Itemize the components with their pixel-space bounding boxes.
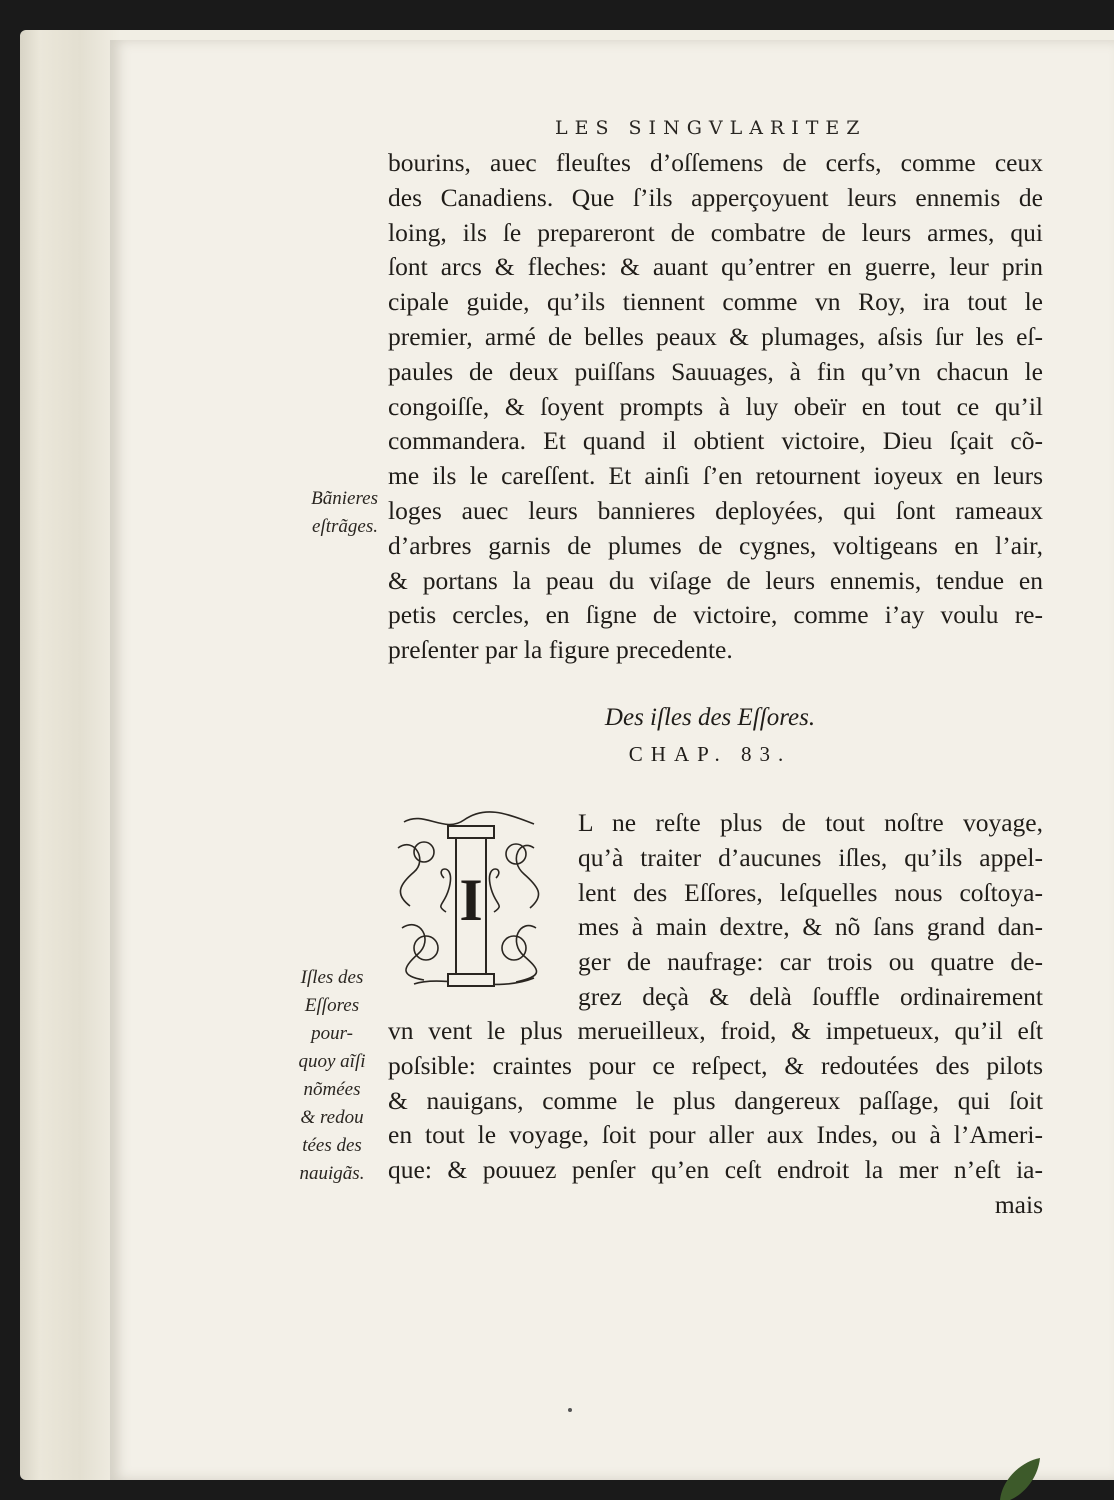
margin-note-line: nõmées (303, 1079, 361, 1100)
text-line: loges auec leurs bannieres deployées, qui ſont rameaux (388, 495, 1043, 525)
text-line: vn vent le plus merueilleux, froid, & impetueux, qu’il eſt (388, 1016, 1043, 1045)
text-line: & nauigans, comme le plus dangereux paſſage, qui ſoit (388, 1085, 1043, 1115)
margin-note-line: & redou (300, 1107, 364, 1128)
text-line: poſsible: craintes pour ce reſpect, & redoutées des pilots (388, 1050, 1043, 1080)
paragraph-2-full (388, 1014, 1043, 1223)
text-line: paules de deux puiſſans Sauuages, à fin qu’vn chacun le (388, 356, 1043, 386)
margin-note-line: Eſſores (304, 995, 360, 1016)
text-line: bourins, auec fleuſtes d’oſſemens de cerfs, comme ceux (388, 148, 1043, 177)
text-line: preſenter par la figure precedente. (388, 635, 733, 665)
text-line: L ne reſte plus de tout noſtre voyage, (578, 808, 1043, 837)
decorated-initial (384, 808, 556, 992)
running-head: LES SINGVLARITEZ (555, 117, 867, 139)
text-line: petis cercles, en ſigne de victoire, comme i’ay voulu re- (388, 600, 1043, 630)
text-line: loing, ils ſe prepareront de combatre de leurs armes, qui (388, 217, 1043, 247)
text-line: lent des Eſſores, leſquelles nous coſtoya- (578, 877, 1043, 907)
text-line: mes à main dextre, & nõ ſans grand dan- (578, 912, 1043, 942)
text-line: ger de naufrage: car trois ou quatre de- (578, 947, 1043, 977)
paragraph-1 (388, 146, 1043, 668)
margin-note-line: eſtrãges. (312, 516, 378, 537)
text-line: premier, armé de belles peaux & plumages, aſsis ſur les eſ- (388, 321, 1043, 351)
chapter-number: CHAP. 83. (628, 742, 792, 766)
paragraph-2-beside-initial (578, 806, 1043, 1015)
text-line: d’arbres garnis de plumes de cygnes, voltigeans en l’air, (388, 530, 1043, 560)
ink-speck (568, 1408, 572, 1412)
text-line: & portans la peau du viſage de leurs ennemis, tendue en (388, 565, 1043, 595)
margin-note-line: Iſles des (300, 967, 364, 988)
margin-note-line: tées des (302, 1135, 362, 1156)
catchword: mais (994, 1189, 1043, 1219)
text-line: commandera. Et quand il obtient victoire, Dieu ſçait cõ- (388, 426, 1043, 456)
text-line: des Canadiens. Que ſ’ils apperçoyuent leurs ennemis de (388, 182, 1043, 212)
text-line: qu’à traiter d’aucunes iſles, qu’ils appel- (578, 842, 1043, 872)
text-line: grez deçà & delà ſouffle ordinairement (578, 981, 1043, 1011)
text-line: cipale guide, qu’ils tiennent comme vn Roy, ira tout le (388, 287, 1043, 317)
text-line: congoiſſe, & ſoyent prompts à luy obeïr en tout ce qu’il (388, 391, 1043, 421)
chapter-title: Des iſles des Eſſores. (604, 704, 816, 731)
text-line: en tout le voyage, ſoit pour aller aux Indes, ou à l’Ameri- (388, 1120, 1043, 1150)
text-line: que: & pouuez penſer qu’en ceſt endroit la mer n’eſt ia- (388, 1155, 1043, 1185)
margin-note-line: pour- (311, 1023, 353, 1044)
text-line: ſont arcs & fleches: & auant qu’entrer en guerre, leur prin (388, 252, 1043, 282)
margin-note-banners (298, 485, 378, 541)
margin-note-isles (284, 964, 380, 1188)
margin-note-line: quoy aĩſi (298, 1051, 366, 1072)
text-line: me ils le careſſent. Et ainſi ſ’en retournent ioyeux en leurs (388, 461, 1043, 491)
leaf-icon (990, 1440, 1050, 1500)
margin-note-line: nauigãs. (299, 1163, 365, 1184)
ornament-icon (384, 808, 556, 992)
initial-letter: I (459, 867, 483, 933)
margin-note-line: Bãnieres (311, 488, 378, 509)
